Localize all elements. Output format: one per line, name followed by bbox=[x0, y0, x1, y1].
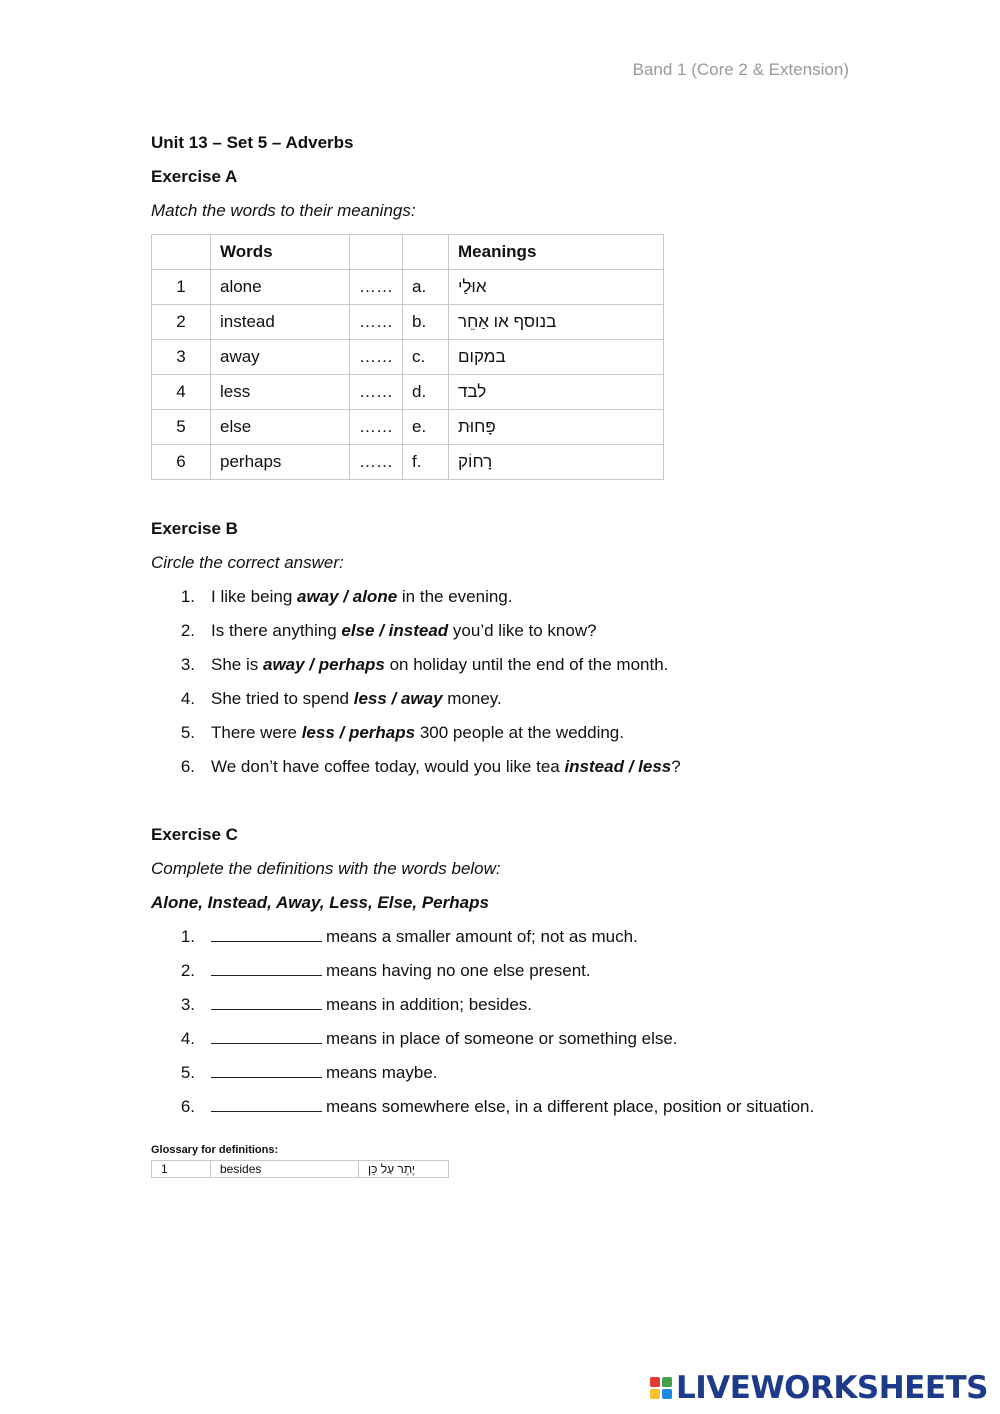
row-word: else bbox=[211, 410, 350, 445]
exercise-b-instruction: Circle the correct answer: bbox=[151, 553, 344, 572]
header-cell-number bbox=[152, 235, 211, 270]
row-letter: f. bbox=[403, 445, 449, 480]
row-number: 1 bbox=[152, 270, 211, 305]
answer-choice[interactable]: away / alone bbox=[297, 587, 398, 606]
answer-blank[interactable]: …… bbox=[350, 375, 403, 410]
table-row bbox=[152, 410, 664, 445]
list-item bbox=[151, 958, 851, 992]
header-band: Band 1 (Core 2 & Extension) bbox=[632, 60, 849, 79]
table-row bbox=[152, 340, 664, 375]
exercise-a-instruction: Match the words to their meanings: bbox=[151, 201, 416, 220]
fill-in-blank[interactable] bbox=[211, 1060, 322, 1078]
item-number: 1. bbox=[180, 587, 195, 606]
item-number: 3. bbox=[180, 995, 195, 1014]
fill-in-blank[interactable] bbox=[211, 1026, 322, 1044]
logo-block bbox=[650, 1389, 660, 1399]
row-number: 6 bbox=[152, 445, 211, 480]
sentence-end: money. bbox=[442, 689, 502, 708]
sentence-start: I like being bbox=[211, 587, 297, 606]
exercise-b-list bbox=[151, 584, 851, 788]
hebrew-meaning: אוּלַי bbox=[458, 277, 487, 296]
item-number: 6. bbox=[180, 1097, 195, 1116]
hebrew-meaning: בנוסף או אַחֵר bbox=[458, 312, 557, 331]
list-item bbox=[151, 1026, 851, 1060]
row-word: instead bbox=[211, 305, 350, 340]
definition-text: means maybe. bbox=[326, 1063, 438, 1082]
header-cell-letter bbox=[403, 235, 449, 270]
row-number: 5 bbox=[152, 410, 211, 445]
table-row bbox=[152, 445, 664, 480]
glossary-title: Glossary for definitions: bbox=[151, 1144, 279, 1156]
row-number: 3 bbox=[152, 340, 211, 375]
item-number: 4. bbox=[180, 689, 195, 708]
list-item bbox=[151, 1060, 851, 1094]
sentence-start: There were bbox=[211, 723, 302, 742]
sentence-end: in the evening. bbox=[397, 587, 513, 606]
table-row bbox=[152, 305, 664, 340]
hebrew-meaning: לבד bbox=[458, 382, 487, 401]
row-meaning bbox=[449, 270, 664, 305]
logo-text: LIVEWORKSHEETS bbox=[676, 1370, 988, 1406]
hebrew-meaning: יֶתֶר עַל כֵּן bbox=[368, 1162, 416, 1176]
row-meaning bbox=[449, 340, 664, 375]
hebrew-meaning: במקום bbox=[458, 347, 506, 366]
table-row bbox=[152, 1161, 449, 1178]
answer-blank[interactable]: …… bbox=[350, 340, 403, 375]
answer-choice[interactable]: else / instead bbox=[341, 621, 449, 640]
header-cell-blank bbox=[350, 235, 403, 270]
definition-text: means in addition; besides. bbox=[326, 995, 533, 1014]
sentence-end: 300 people at the wedding. bbox=[415, 723, 624, 742]
table-row bbox=[152, 270, 664, 305]
answer-blank[interactable]: …… bbox=[350, 305, 403, 340]
exercise-c-list bbox=[151, 924, 851, 1128]
list-item bbox=[151, 720, 851, 754]
glossary-table bbox=[151, 1160, 449, 1178]
list-item bbox=[151, 1094, 851, 1128]
list-item bbox=[151, 992, 851, 1026]
row-number: 4 bbox=[152, 375, 211, 410]
exercise-b-heading: Exercise B bbox=[151, 519, 238, 538]
answer-blank[interactable]: …… bbox=[350, 445, 403, 480]
row-letter: a. bbox=[403, 270, 449, 305]
item-number: 1. bbox=[180, 927, 195, 946]
definition-text: means somewhere else, in a different place, position or situation. bbox=[326, 1097, 815, 1116]
row-meaning bbox=[449, 305, 664, 340]
fill-in-blank[interactable] bbox=[211, 992, 322, 1010]
exercise-c-instruction: Complete the definitions with the words below: bbox=[151, 859, 501, 878]
item-number: 5. bbox=[180, 1063, 195, 1082]
header-cell-meanings: Meanings bbox=[449, 235, 664, 270]
row-letter: b. bbox=[403, 305, 449, 340]
page-title: Unit 13 – Set 5 – Adverbs bbox=[151, 133, 354, 152]
row-word: less bbox=[211, 375, 350, 410]
list-item bbox=[151, 652, 851, 686]
row-meaning bbox=[449, 375, 664, 410]
liveworksheets-logo[interactable] bbox=[650, 1370, 988, 1406]
list-item bbox=[151, 584, 851, 618]
definition-text: means a smaller amount of; not as much. bbox=[326, 927, 638, 946]
sentence-start: We don’t have coffee today, would you like tea bbox=[211, 757, 565, 776]
table-row bbox=[152, 375, 664, 410]
row-word: alone bbox=[211, 270, 350, 305]
row-meaning bbox=[449, 445, 664, 480]
fill-in-blank[interactable] bbox=[211, 958, 322, 976]
sentence-end: you’d like to know? bbox=[448, 621, 597, 640]
row-meaning bbox=[449, 410, 664, 445]
hebrew-meaning: רָחוֹק bbox=[458, 452, 493, 471]
row-letter: d. bbox=[403, 375, 449, 410]
definition-text: means having no one else present. bbox=[326, 961, 591, 980]
answer-choice[interactable]: away / perhaps bbox=[262, 655, 385, 674]
hebrew-meaning: פָּחוּת bbox=[458, 417, 496, 436]
item-number: 5. bbox=[180, 723, 195, 742]
answer-choice[interactable]: less / away bbox=[353, 689, 443, 708]
list-item bbox=[151, 754, 851, 788]
item-number: 6. bbox=[180, 757, 195, 776]
glossary-number: 1 bbox=[152, 1161, 211, 1178]
header-cell-words: Words bbox=[211, 235, 350, 270]
sentence-start: She tried to spend bbox=[211, 689, 354, 708]
fill-in-blank[interactable] bbox=[211, 1094, 322, 1112]
row-word: away bbox=[211, 340, 350, 375]
logo-block bbox=[662, 1377, 672, 1387]
answer-blank[interactable]: …… bbox=[350, 270, 403, 305]
exercise-a-heading: Exercise A bbox=[151, 167, 238, 186]
logo-block bbox=[662, 1389, 672, 1399]
item-number: 2. bbox=[180, 621, 195, 640]
sentence-start: She is bbox=[211, 655, 263, 674]
list-item bbox=[151, 618, 851, 652]
item-number: 3. bbox=[180, 655, 195, 674]
item-number: 4. bbox=[180, 1029, 195, 1048]
logo-block bbox=[650, 1377, 660, 1387]
glossary-meaning bbox=[359, 1161, 449, 1178]
word-bank: Alone, Instead, Away, Less, Else, Perhaps bbox=[151, 893, 489, 912]
exercise-c-heading: Exercise C bbox=[151, 825, 238, 844]
row-word: perhaps bbox=[211, 445, 350, 480]
list-item bbox=[151, 686, 851, 720]
definition-text: means in place of someone or something else. bbox=[326, 1029, 678, 1048]
list-item bbox=[151, 924, 851, 958]
table-header-row bbox=[152, 235, 664, 270]
worksheet bbox=[151, 130, 851, 1178]
answer-choice[interactable]: instead / less bbox=[564, 757, 672, 776]
sentence-end: ? bbox=[671, 757, 681, 776]
matching-table bbox=[151, 234, 664, 480]
sentence-start: Is there anything bbox=[211, 621, 342, 640]
logo-blocks-icon bbox=[650, 1377, 672, 1399]
glossary-word: besides bbox=[211, 1161, 359, 1178]
answer-choice[interactable]: less / perhaps bbox=[301, 723, 416, 742]
row-number: 2 bbox=[152, 305, 211, 340]
fill-in-blank[interactable] bbox=[211, 924, 322, 942]
item-number: 2. bbox=[180, 961, 195, 980]
answer-blank[interactable]: …… bbox=[350, 410, 403, 445]
row-letter: e. bbox=[403, 410, 449, 445]
row-letter: c. bbox=[403, 340, 449, 375]
sentence-end: on holiday until the end of the month. bbox=[384, 655, 669, 674]
